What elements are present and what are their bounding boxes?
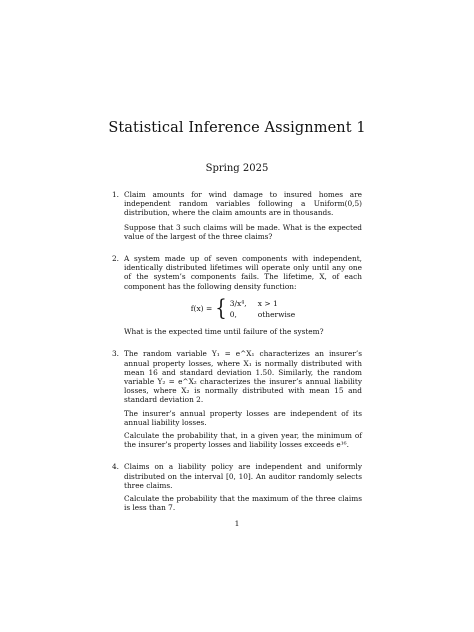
case-value: 3/x⁴, xyxy=(229,298,247,308)
problem-paragraph: The random variable Y₁ = e^X₁ characterizes an insurer’s annual property losses, where X₁ is normally distributed with mean 16 and standard deviation 1.50. Similarly, the random variable Y₂ = e^X₂ characterizes the insurer’s annual liability losses, where X₂ is normally distributed with mean 15 and standard deviation 2. xyxy=(124,349,362,405)
problem-3 xyxy=(112,349,362,449)
problem-number: 2. xyxy=(112,254,120,264)
problem-paragraph: Calculate the probability that, in a given year, the minimum of the insurer’s property losses and liability losses exceeds e¹⁶. xyxy=(124,431,362,450)
equation-case xyxy=(230,299,296,308)
density-equation xyxy=(124,295,362,322)
case-condition: otherwise xyxy=(257,310,296,320)
problem-number: 3. xyxy=(112,349,120,359)
equation-cases xyxy=(230,299,296,319)
problem-1 xyxy=(112,190,362,241)
problem-2 xyxy=(112,254,362,336)
problem-paragraph: The insurer’s annual property losses are independent of its annual liability losses. xyxy=(124,408,362,427)
problem-list xyxy=(112,190,362,521)
brace-symbol: { xyxy=(215,295,227,322)
problem-paragraph: Calculate the probability that the maximum of the three claims is less than 7. xyxy=(124,494,362,513)
problem-paragraph: Claim amounts for wind damage to insured homes are independent random variables following a Uniform(0,5) distribution, where the claim amounts are in thousands. xyxy=(124,190,362,218)
equation-lhs: f(x) = xyxy=(190,304,213,314)
problem-number: 1. xyxy=(112,190,120,199)
case-value: 0, xyxy=(229,310,237,320)
page-number: 1 xyxy=(234,519,240,528)
problem-4 xyxy=(112,462,362,512)
document-subtitle: Spring 2025 xyxy=(205,163,269,174)
case-condition: x > 1 xyxy=(257,298,278,308)
problem-paragraph: What is the expected time until failure of the system? xyxy=(124,327,324,337)
problem-paragraph: A system made up of seven components with independent, identically distributed lifetimes will operate only until any one of the system’s components fails. The lifetime, X, of each component has the following density function: xyxy=(124,254,362,291)
problem-paragraph: Suppose that 3 such claims will be made. What is the expected value of the largest of the three claims? xyxy=(124,222,362,241)
problem-paragraph: Claims on a liability policy are independent and uniformly distributed on the interval [0, 10]. An auditor randomly selects three claims. xyxy=(124,462,362,490)
problem-number: 4. xyxy=(112,462,120,472)
equation-case xyxy=(230,310,296,319)
document-title: Statistical Inference Assignment 1 xyxy=(108,120,366,136)
